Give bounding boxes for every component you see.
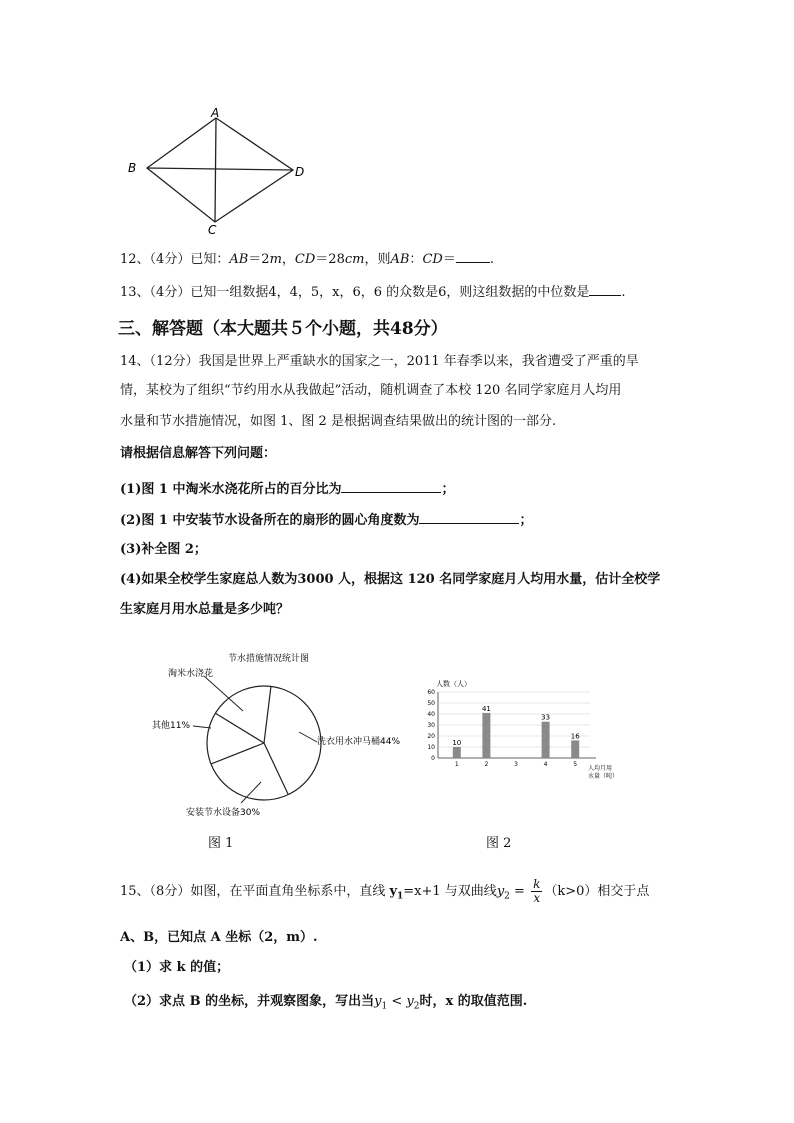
q14-sub1-blank[interactable] — [341, 478, 441, 493]
q15-fraction — [531, 878, 542, 905]
label-taomi: 淘米水浇花 — [168, 669, 214, 679]
q15-lt: < — [387, 994, 407, 1009]
q14-sub1-end: ； — [441, 482, 455, 497]
figure-1-pie — [140, 648, 420, 820]
q15-prefix: 15、（8分）如图，在平面直角坐标系中，直线 — [120, 884, 390, 899]
q15-y1: y — [389, 884, 398, 899]
y-tick-label: 50 — [427, 700, 435, 707]
vertex-a: A — [211, 106, 220, 120]
rhombus-figure — [120, 104, 320, 240]
question-12 — [120, 248, 494, 270]
q12-comma: ， — [281, 252, 295, 267]
q12-score: （4分） — [149, 252, 191, 267]
x-tick-label: 1 — [454, 761, 459, 768]
q12-end: . — [489, 252, 494, 267]
q12-ab2: AB — [390, 252, 410, 267]
diagonal-bd — [147, 168, 293, 170]
q13-answer-blank[interactable] — [589, 281, 621, 296]
figure-1-title: 节水措施情况统计图 — [228, 654, 310, 664]
bar — [571, 740, 579, 758]
q15-line2: A、B，已知点 A 坐标（2，m）. — [120, 930, 318, 945]
section-3-title: 三、解答题（本大题共５个小题，共48分） — [118, 319, 448, 339]
bar-value-label: 33 — [541, 713, 551, 722]
q13-number: 13、 — [120, 285, 150, 300]
figure-1-caption: 图 1 — [208, 836, 234, 851]
chart-xlabel-2: 水量（吨） — [588, 773, 618, 780]
figure-2-caption: 图 2 — [486, 836, 512, 851]
q14-sub2-end: ； — [519, 513, 533, 528]
q12-colon: ： — [409, 252, 423, 267]
q15-eq: =x+1 与双曲线 — [403, 884, 497, 899]
bar — [482, 713, 490, 758]
bar-value-label: 10 — [452, 739, 462, 747]
vertex-c: C — [208, 223, 217, 237]
q12-prefix: 已知： — [190, 252, 230, 267]
q15-sub2-a: （2）求点 B 的坐标，并观察图象，写出当 — [124, 994, 375, 1009]
q14-sub1 — [120, 478, 454, 500]
q14-sub3: (3)补全图 2； — [120, 542, 207, 557]
label-anzhuang: 安装节水设备30% — [186, 808, 261, 818]
y-tick-label: 10 — [427, 744, 435, 751]
q12-eq1: ＝2 — [248, 252, 270, 267]
q14-sub1-text: (1)图 1 中淘米水浇花所占的百分比为 — [120, 482, 342, 497]
q15-line1 — [120, 878, 649, 907]
y-tick-label: 0 — [431, 755, 435, 762]
q15-sub2 — [124, 992, 527, 1017]
q14-sub4-line1: (4)如果全校学生家庭总人数为3000 人，根据这 120 名同学家庭月人均用水量，估计全校学 — [120, 572, 661, 587]
q14-line3: 水量和节水措施情况，如图 1、图 2 是根据调查结果做出的统计图的一部分. — [120, 414, 557, 429]
q12-m: m — [269, 252, 282, 267]
q14-sub2-blank[interactable] — [419, 509, 519, 524]
chart-xlabel-1: 人均月用 — [588, 765, 613, 772]
q14-sub4-line2: 生家庭月用水总量是多少吨？ — [120, 602, 290, 617]
q15-y2: y — [496, 884, 505, 899]
x-tick-label: 5 — [573, 761, 578, 768]
q15-yb-sub: 2 — [413, 1001, 420, 1012]
q12-eq3: ＝ — [442, 252, 456, 267]
y-tick-label: 20 — [427, 733, 435, 740]
q12-answer-blank[interactable] — [456, 248, 490, 263]
q15-ya-sub: 1 — [381, 1001, 388, 1012]
q15-y2-sub: 2 — [504, 891, 510, 902]
q15-cond: （k>0）相交于点 — [544, 884, 650, 899]
q14-line4: 请根据信息解答下列问题： — [120, 446, 277, 461]
q15-sub1: （1）求 k 的值； — [124, 960, 230, 975]
q15-y1-sub: 1 — [397, 891, 404, 902]
figure-2-bar-chart — [418, 676, 618, 786]
label-xiyi: 洗衣用水冲马桶44% — [317, 737, 401, 747]
q15-sub2-b: 时，x 的取值范围. — [419, 994, 528, 1009]
q13-score: （4分） — [149, 285, 191, 300]
q12-number: 12、 — [120, 252, 150, 267]
y-tick-label: 60 — [427, 689, 435, 696]
q12-cd2: CD — [422, 252, 443, 267]
q12-ab: AB — [229, 252, 249, 267]
vertex-d: D — [295, 165, 305, 179]
q15-frac-num: k — [533, 877, 541, 891]
q15-eqsign: = — [509, 884, 530, 899]
y-tick-label: 30 — [427, 722, 435, 729]
q12-then: ，则 — [364, 252, 391, 267]
q14-sub2-text: (2)图 1 中安装节水设备所在的扇形的圆心角度数为 — [120, 513, 420, 528]
q14-line2: 情，某校为了组织“节约用水从我做起”活动，随机调查了本校 120 名同学家庭月人均用 — [120, 383, 622, 398]
vertex-b: B — [128, 161, 137, 175]
leader-qita — [193, 726, 211, 728]
bar-value-label: 16 — [570, 732, 580, 741]
q14-line1: 14、（12分）我国是世界上严重缺水的国家之一，2011 年春季以来，我省遭受了严重的旱 — [120, 354, 639, 369]
q12-cm: cm — [344, 252, 365, 267]
q12-cd: CD — [294, 252, 316, 267]
chart-ylabel: 人数（人） — [436, 680, 471, 688]
q13-end: . — [621, 285, 626, 300]
y-tick-label: 40 — [427, 711, 435, 718]
diagonal-ac — [215, 118, 216, 222]
bar-value-label: 41 — [481, 704, 491, 713]
bar — [542, 722, 550, 758]
q15-ya: y — [374, 994, 382, 1009]
bar — [453, 747, 461, 758]
q15-yb: y — [406, 994, 414, 1009]
x-tick-label: 3 — [514, 761, 518, 768]
x-tick-label: 4 — [543, 761, 548, 768]
q13-text: 已知一组数据4，4，5，x，6，6 的众数是6，则这组数据的中位数是 — [190, 285, 590, 300]
x-tick-label: 2 — [484, 761, 489, 768]
label-qita: 其他11% — [152, 721, 191, 731]
q14-sub2 — [120, 509, 532, 531]
q12-eq2: ＝28 — [315, 252, 345, 267]
q15-frac-den: x — [533, 891, 541, 905]
question-13 — [120, 281, 626, 303]
